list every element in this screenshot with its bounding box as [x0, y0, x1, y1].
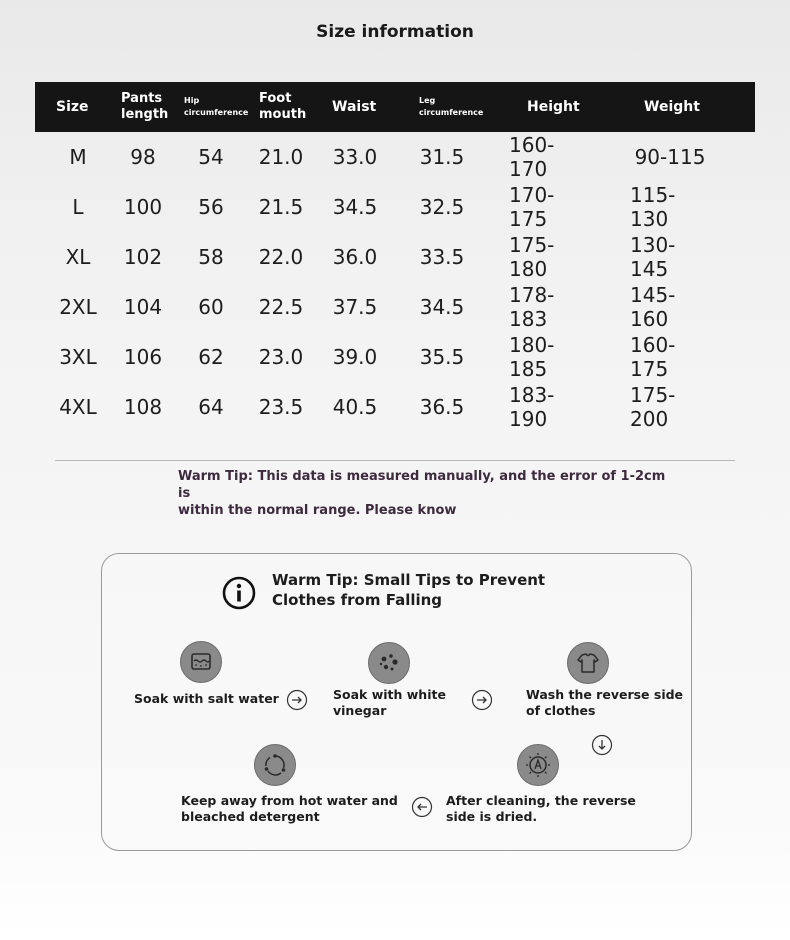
table-row [35, 382, 755, 432]
header-waist: Waist [332, 99, 377, 115]
cell-weight: 145-160 [630, 283, 676, 331]
divider [55, 460, 735, 461]
info-icon [222, 576, 256, 610]
shirt-icon [567, 642, 609, 684]
cell-foot-mouth: 21.0 [258, 145, 304, 169]
tips-box [101, 553, 692, 851]
table-row [35, 182, 755, 232]
cell-height: 183-190 [509, 383, 555, 431]
cell-hip: 56 [198, 195, 224, 219]
arrow-right-icon [471, 689, 493, 711]
cell-waist: 34.5 [332, 195, 378, 219]
header-leg: Leg circumference [419, 96, 484, 117]
table-row [35, 332, 755, 382]
cell-leg: 36.5 [419, 395, 465, 419]
cell-weight: 160-175 [630, 333, 676, 381]
cell-leg: 31.5 [419, 145, 465, 169]
header-size: Size [56, 99, 89, 115]
dots-icon [368, 642, 410, 684]
cell-waist: 37.5 [332, 295, 378, 319]
cell-pants-length: 98 [130, 145, 156, 169]
cell-size: L [72, 195, 84, 219]
cell-leg: 32.5 [419, 195, 465, 219]
cell-leg: 35.5 [419, 345, 465, 369]
cell-height: 175-180 [509, 233, 555, 281]
cell-height: 170-175 [509, 183, 555, 231]
measurement-note: Warm Tip: This data is measured manually, and the error of 1-2cm is within the normal range. Please know [178, 469, 666, 518]
page-title: Size information [316, 22, 474, 42]
cell-hip: 60 [198, 295, 224, 319]
cell-size: 2XL [59, 295, 97, 319]
tips-title: Warm Tip: Small Tips to Prevent Clothes from Falling [272, 571, 546, 609]
cell-pants-length: 100 [123, 195, 163, 219]
cell-leg: 33.5 [419, 245, 465, 269]
table-row [35, 232, 755, 282]
cell-leg: 34.5 [419, 295, 465, 319]
cell-weight: 90-115 [634, 145, 706, 169]
cell-pants-length: 106 [123, 345, 163, 369]
header-pants-length: Pants length [121, 91, 169, 122]
cell-weight: 115-130 [630, 183, 676, 231]
cell-size: M [69, 145, 87, 169]
cell-hip: 62 [198, 345, 224, 369]
cell-waist: 39.0 [332, 345, 378, 369]
header-height: Height [527, 99, 580, 115]
header-hip: Hip circumference [184, 96, 249, 117]
cell-pants-length: 102 [123, 245, 163, 269]
cell-waist: 33.0 [332, 145, 378, 169]
cell-weight: 130-145 [630, 233, 676, 281]
cell-foot-mouth: 23.0 [258, 345, 304, 369]
step-dry-reverse: After cleaning, the reverse side is dried. [446, 793, 636, 824]
cell-height: 160-170 [509, 133, 555, 181]
cycle-icon [254, 744, 296, 786]
cell-pants-length: 108 [123, 395, 163, 419]
cell-foot-mouth: 22.0 [258, 245, 304, 269]
size-table [35, 82, 755, 432]
cell-foot-mouth: 21.5 [258, 195, 304, 219]
step-avoid-hot-water: Keep away from hot water and bleached detergent [181, 793, 398, 824]
header-foot-mouth: Foot mouth [259, 91, 307, 122]
cell-hip: 58 [198, 245, 224, 269]
cell-size: 3XL [59, 345, 97, 369]
cell-hip: 64 [198, 395, 224, 419]
table-header [35, 82, 755, 132]
cell-height: 178-183 [509, 283, 555, 331]
cell-hip: 54 [198, 145, 224, 169]
cell-foot-mouth: 23.5 [258, 395, 304, 419]
table-row [35, 132, 755, 182]
cell-waist: 36.0 [332, 245, 378, 269]
cell-weight: 175-200 [630, 383, 676, 431]
cell-waist: 40.5 [332, 395, 378, 419]
header-weight: Weight [644, 99, 700, 115]
cell-size: XL [65, 245, 91, 269]
step-salt-water: Soak with salt water [134, 691, 279, 706]
step-reverse-side: Wash the reverse side of clothes [526, 687, 684, 718]
arrow-left-icon [411, 796, 433, 818]
arrow-right-icon [286, 689, 308, 711]
step-white-vinegar: Soak with white vinegar [333, 687, 446, 718]
cell-size: 4XL [59, 395, 97, 419]
cell-pants-length: 104 [123, 295, 163, 319]
cell-foot-mouth: 22.5 [258, 295, 304, 319]
basin-icon [180, 641, 222, 683]
cell-height: 180-185 [509, 333, 555, 381]
sun-icon [517, 744, 559, 786]
table-row [35, 282, 755, 332]
arrow-down-icon [591, 734, 613, 756]
